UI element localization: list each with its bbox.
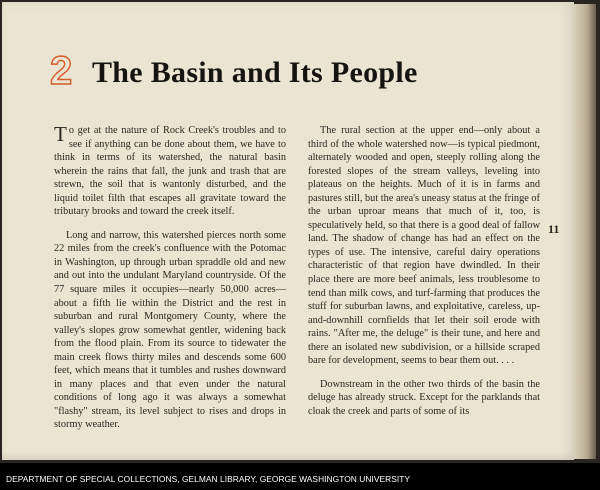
right-paragraph-2: Downstream in the other two thirds of the basin the deluge has already struck. Except for the parklands that cloak the creek and parts of some of its — [308, 378, 540, 417]
chapter-number: 2 — [50, 49, 73, 93]
drop-cap: T — [54, 122, 67, 146]
left-paragraph-1-text: o get at the nature of Rock Creek's troubles and to see if anything can be done about them, we have to think in terms of its watershed, the natural basin wherein the rains that fall, the junk and trash that are strewn, the soil that is wantonly disturbed, and the liquid toilet filth that escapes all gravitate toward the tributary brooks and toward the creek itself. — [54, 125, 286, 218]
chapter-title: The Basin and Its People — [92, 56, 418, 89]
right-paragraph-1: The rural section at the upper end—only about a third of the whole watershed now—is typical piedmont, alternately wooded and open, steeply rolling along the forested slopes of the stream valleys, leveling into plateaus on the heights. Much of it is in farms and pastures still, but the area's uneasy status at the fringe of the urban uproar means that much of it, too, is speculatively held, so that there is a good deal of fallow land. The shadow of change has had an effect on the types of use. The intensive, careful dairy operations characteristic of that region have dwindled. In their place there are more beef animals, less troublesome to tend than milk cows, and turf-farming that produces the stuff for suburban lawns, and exploitative, careless, up-and-downhill cornfields that let their soil erode with rains. "After me, the deluge" is their tune, and here and there an isolated new subdivision, or a hillside scraped bare for development, seems to bear them out. . . . — [308, 125, 540, 367]
archive-credit-line: DEPARTMENT OF SPECIAL COLLECTIONS, GELMAN LIBRARY, GEORGE WASHINGTON UNIVERSITY — [6, 474, 411, 484]
left-paragraph-1 — [54, 124, 286, 219]
left-paragraph-2: Long and narrow, this watershed pierces north some 22 miles from the creek's confluence with the Potomac in Washington, up through urban spraddle old and new and out into the undulant Maryland countryside. Of the 77 square miles it occupies—nearly 50,000 acres—about a fifth lie within the District and the rest in suburban and rural Montgomery County, where the valley's slopes grow somewhat gentler, widening back from the flood plain. From its source to tidewater the main creek flows thirty miles and descends some 600 feet, which means that it tumbles and rushes downward in many places and that even under the natural conditions of long ago it was always a somewhat "flashy" stream, its level subject to rises and drops in stormy weather. — [54, 229, 286, 431]
right-text-column — [308, 124, 540, 428]
page-number: 11 — [548, 222, 560, 236]
left-text-column — [54, 124, 286, 442]
page-edge-shadow — [574, 4, 596, 459]
